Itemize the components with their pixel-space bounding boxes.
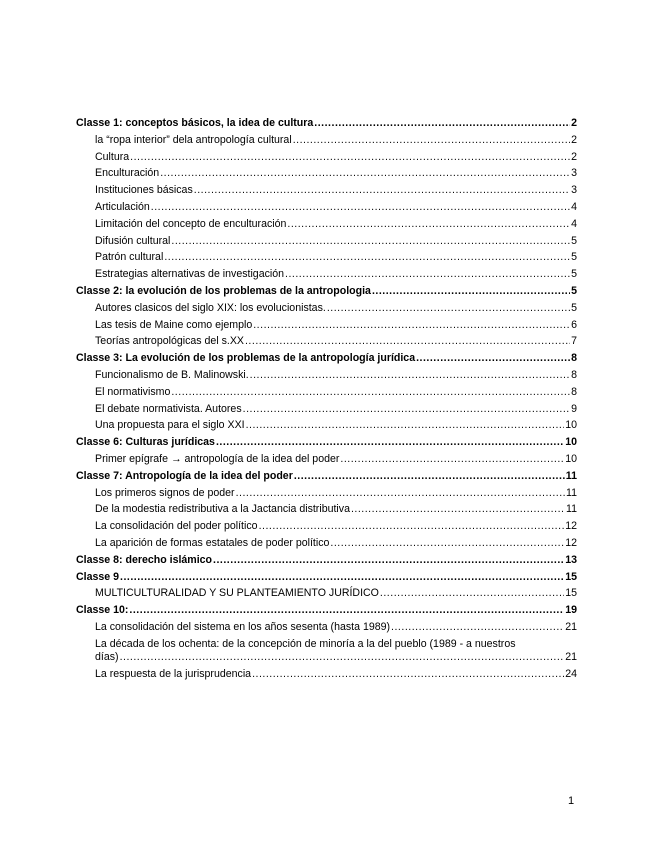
toc-entry-page: 3 xyxy=(571,184,577,197)
leader-dots xyxy=(314,117,570,130)
toc-entry-title: Classe 6: Culturas jurídicas xyxy=(76,436,215,449)
toc-entry-page: 8 xyxy=(571,368,577,381)
toc-section-entry[interactable] xyxy=(76,335,577,348)
leader-dots xyxy=(391,621,564,634)
toc-section-entry[interactable] xyxy=(76,319,577,332)
toc-entry-page: 19 xyxy=(565,604,577,617)
toc-section-entry[interactable] xyxy=(76,201,577,214)
toc-entry-page: 4 xyxy=(571,200,577,213)
toc-entry-page: 6 xyxy=(571,318,577,331)
leader-dots xyxy=(246,419,565,432)
toc-entry-page: 10 xyxy=(565,452,577,465)
toc-entry-page: 10 xyxy=(565,419,577,432)
toc-entry-title: La consolidación del poder político xyxy=(95,520,258,533)
page-number: 1 xyxy=(568,795,575,807)
toc-section-entry[interactable] xyxy=(76,251,577,264)
leader-dots xyxy=(194,184,570,197)
toc-entry-title: Classe 9 xyxy=(76,570,119,583)
toc-entry-title: El normativismo xyxy=(95,385,171,398)
toc-entry-title: Classe 1: conceptos básicos, la idea de cultura xyxy=(76,117,314,129)
leader-dots xyxy=(259,520,565,533)
leader-dots xyxy=(285,268,570,281)
toc-entry-page: 2 xyxy=(571,117,577,129)
leader-dots xyxy=(243,403,570,416)
toc-entry-title: Primer epígrafe → antropología de la idea del poder xyxy=(95,452,340,465)
toc-entry-title: Limitación del concepto de enculturación xyxy=(95,217,287,230)
toc-entry-title: Difusión cultural xyxy=(95,234,171,247)
toc-entry-page: 5 xyxy=(571,234,577,247)
toc-entry-page: 8 xyxy=(571,352,577,365)
toc-section-entry[interactable] xyxy=(76,621,577,634)
toc-entry-page: 2 xyxy=(571,133,577,146)
toc-entry-title: Classe 10: xyxy=(76,604,129,617)
toc-entry-title: Enculturación xyxy=(95,167,160,180)
leader-dots xyxy=(416,352,570,365)
toc-entry-title: De la modestia redistributiva a la Jactancia distributiva xyxy=(95,503,350,516)
leader-dots xyxy=(171,386,570,399)
leader-dots xyxy=(340,453,564,466)
toc-entry-page: 11 xyxy=(565,469,577,482)
toc-chapter-entry[interactable] xyxy=(76,352,577,365)
toc-entry-title: Estrategias alternativas de investigación xyxy=(95,268,285,281)
leader-dots xyxy=(129,604,564,617)
toc-section-entry[interactable] xyxy=(76,218,577,231)
leader-dots xyxy=(171,235,570,248)
leader-dots xyxy=(250,369,570,382)
toc-entry-title: Una propuesta para el siglo XXI xyxy=(95,419,245,432)
toc-section-entry[interactable] xyxy=(76,419,577,432)
toc-section-entry[interactable] xyxy=(76,134,577,147)
toc-chapter-entry[interactable] xyxy=(76,436,577,449)
toc-chapter-entry[interactable] xyxy=(76,285,577,298)
toc-section-entry[interactable] xyxy=(76,302,577,315)
toc-section-entry[interactable] xyxy=(76,520,577,533)
leader-dots xyxy=(372,285,570,298)
toc-section-entry[interactable] xyxy=(76,167,577,180)
leader-dots xyxy=(120,651,565,664)
toc-entry-page: 11 xyxy=(566,486,577,499)
toc-entry-page: 3 xyxy=(571,167,577,180)
leader-dots xyxy=(293,134,570,147)
toc-entry-page: 12 xyxy=(565,536,577,549)
leader-dots xyxy=(120,571,564,584)
toc-entry-page: 9 xyxy=(571,402,577,415)
toc-entry-page: 15 xyxy=(565,587,577,600)
toc-section-entry[interactable] xyxy=(76,487,577,500)
toc-section-entry[interactable] xyxy=(76,503,577,516)
toc-section-entry[interactable] xyxy=(76,235,577,248)
leader-dots xyxy=(380,587,564,600)
toc-entry-page: 15 xyxy=(565,570,577,583)
leader-dots xyxy=(287,218,570,231)
leader-dots xyxy=(245,335,570,348)
leader-dots xyxy=(294,470,565,483)
toc-entry-title: La aparición de formas estatales de poder político xyxy=(95,536,330,549)
toc-entry-title-line1: La década de los ochenta: de la concepción de minoría a la del pueblo (1989 - a nuestros xyxy=(95,637,516,650)
leader-dots xyxy=(253,319,570,332)
toc-entry-page: 5 xyxy=(571,268,577,281)
toc-entry-title: La respuesta de la jurisprudencia xyxy=(95,667,252,680)
leader-dots xyxy=(327,302,570,315)
toc-entry-page: 21 xyxy=(565,620,577,633)
leader-dots xyxy=(330,537,564,550)
leader-dots xyxy=(160,167,570,180)
toc-entry-page: 4 xyxy=(571,217,577,230)
toc-chapter-entry[interactable] xyxy=(76,117,577,130)
toc-entry-page: 24 xyxy=(565,667,577,680)
toc-entry-title: Classe 8: derecho islámico xyxy=(76,553,213,566)
toc-entry-title: Instituciones básicas xyxy=(95,184,193,197)
toc-entry-title: Los primeros signos de poder xyxy=(95,486,235,499)
toc-entry-page: 7 xyxy=(571,335,577,348)
toc-entry-page: 10 xyxy=(565,436,577,449)
leader-dots xyxy=(213,554,564,567)
toc-section-entry[interactable] xyxy=(76,587,577,600)
toc-section-entry[interactable] xyxy=(76,369,577,382)
toc-entry-title: la “ropa interior” dela antropología cultural xyxy=(95,133,292,146)
table-of-contents xyxy=(76,117,577,684)
toc-chapter-entry[interactable] xyxy=(76,554,577,567)
toc-section-entry[interactable] xyxy=(76,537,577,550)
leader-dots xyxy=(151,201,570,214)
toc-entry-title: Patrón cultural xyxy=(95,251,164,264)
toc-entry-page: 2 xyxy=(571,150,577,163)
toc-entry-page: 12 xyxy=(565,520,577,533)
leader-dots xyxy=(252,668,564,681)
toc-chapter-entry[interactable] xyxy=(76,470,577,483)
toc-section-entry[interactable] xyxy=(76,151,577,164)
toc-entry-title: Autores clasicos del siglo XIX: los evolucionistas. xyxy=(95,301,326,314)
leader-dots xyxy=(216,436,564,449)
toc-section-entry[interactable] xyxy=(76,386,577,399)
toc-entry-title: Funcionalismo de B. Malinowski. xyxy=(95,368,249,381)
toc-entry-page: 5 xyxy=(571,251,577,264)
toc-entry-title: Classe 2: la evolución de los problemas de la antropologia xyxy=(76,284,371,297)
toc-entry-page: 13 xyxy=(565,553,577,566)
toc-entry-title: Articulación xyxy=(95,200,150,213)
leader-dots xyxy=(351,503,565,516)
toc-entry-title: La consolidación del sistema en los años sesenta (hasta 1989) xyxy=(95,620,391,633)
leader-dots xyxy=(130,151,570,164)
toc-section-entry[interactable] xyxy=(76,268,577,281)
toc-entry-title: Classe 3: La evolución de los problemas de la antropología jurídica xyxy=(76,352,416,365)
toc-entry-title: Classe 7: Antropología de la idea del poder xyxy=(76,469,293,482)
toc-chapter-entry[interactable] xyxy=(76,571,577,584)
toc-entry-title: El debate normativista. Autores xyxy=(95,402,242,415)
toc-entry-title: MULTICULTURALIDAD Y SU PLANTEAMIENTO JURÍDICO xyxy=(95,587,379,600)
toc-entry-page: 11 xyxy=(566,503,577,516)
toc-entry-title-line2: días) xyxy=(95,650,119,663)
toc-entry-page: 8 xyxy=(571,385,577,398)
toc-chapter-entry[interactable] xyxy=(76,604,577,617)
toc-entry-page: 5 xyxy=(571,284,577,297)
toc-entry-page: 5 xyxy=(571,301,577,314)
toc-entry-title: Teorías antropológicas del s.XX xyxy=(95,335,244,348)
toc-section-entry[interactable] xyxy=(76,453,577,466)
leader-dots xyxy=(164,251,570,264)
toc-entry-title: Las tesis de Maine como ejemplo xyxy=(95,318,253,331)
toc-entry-page: 21 xyxy=(565,650,577,663)
toc-section-entry[interactable] xyxy=(76,184,577,197)
leader-dots xyxy=(236,487,565,500)
toc-section-entry[interactable] xyxy=(76,638,577,664)
toc-section-entry[interactable] xyxy=(76,668,577,681)
toc-section-entry[interactable] xyxy=(76,403,577,416)
toc-entry-title: Cultura xyxy=(95,150,130,163)
